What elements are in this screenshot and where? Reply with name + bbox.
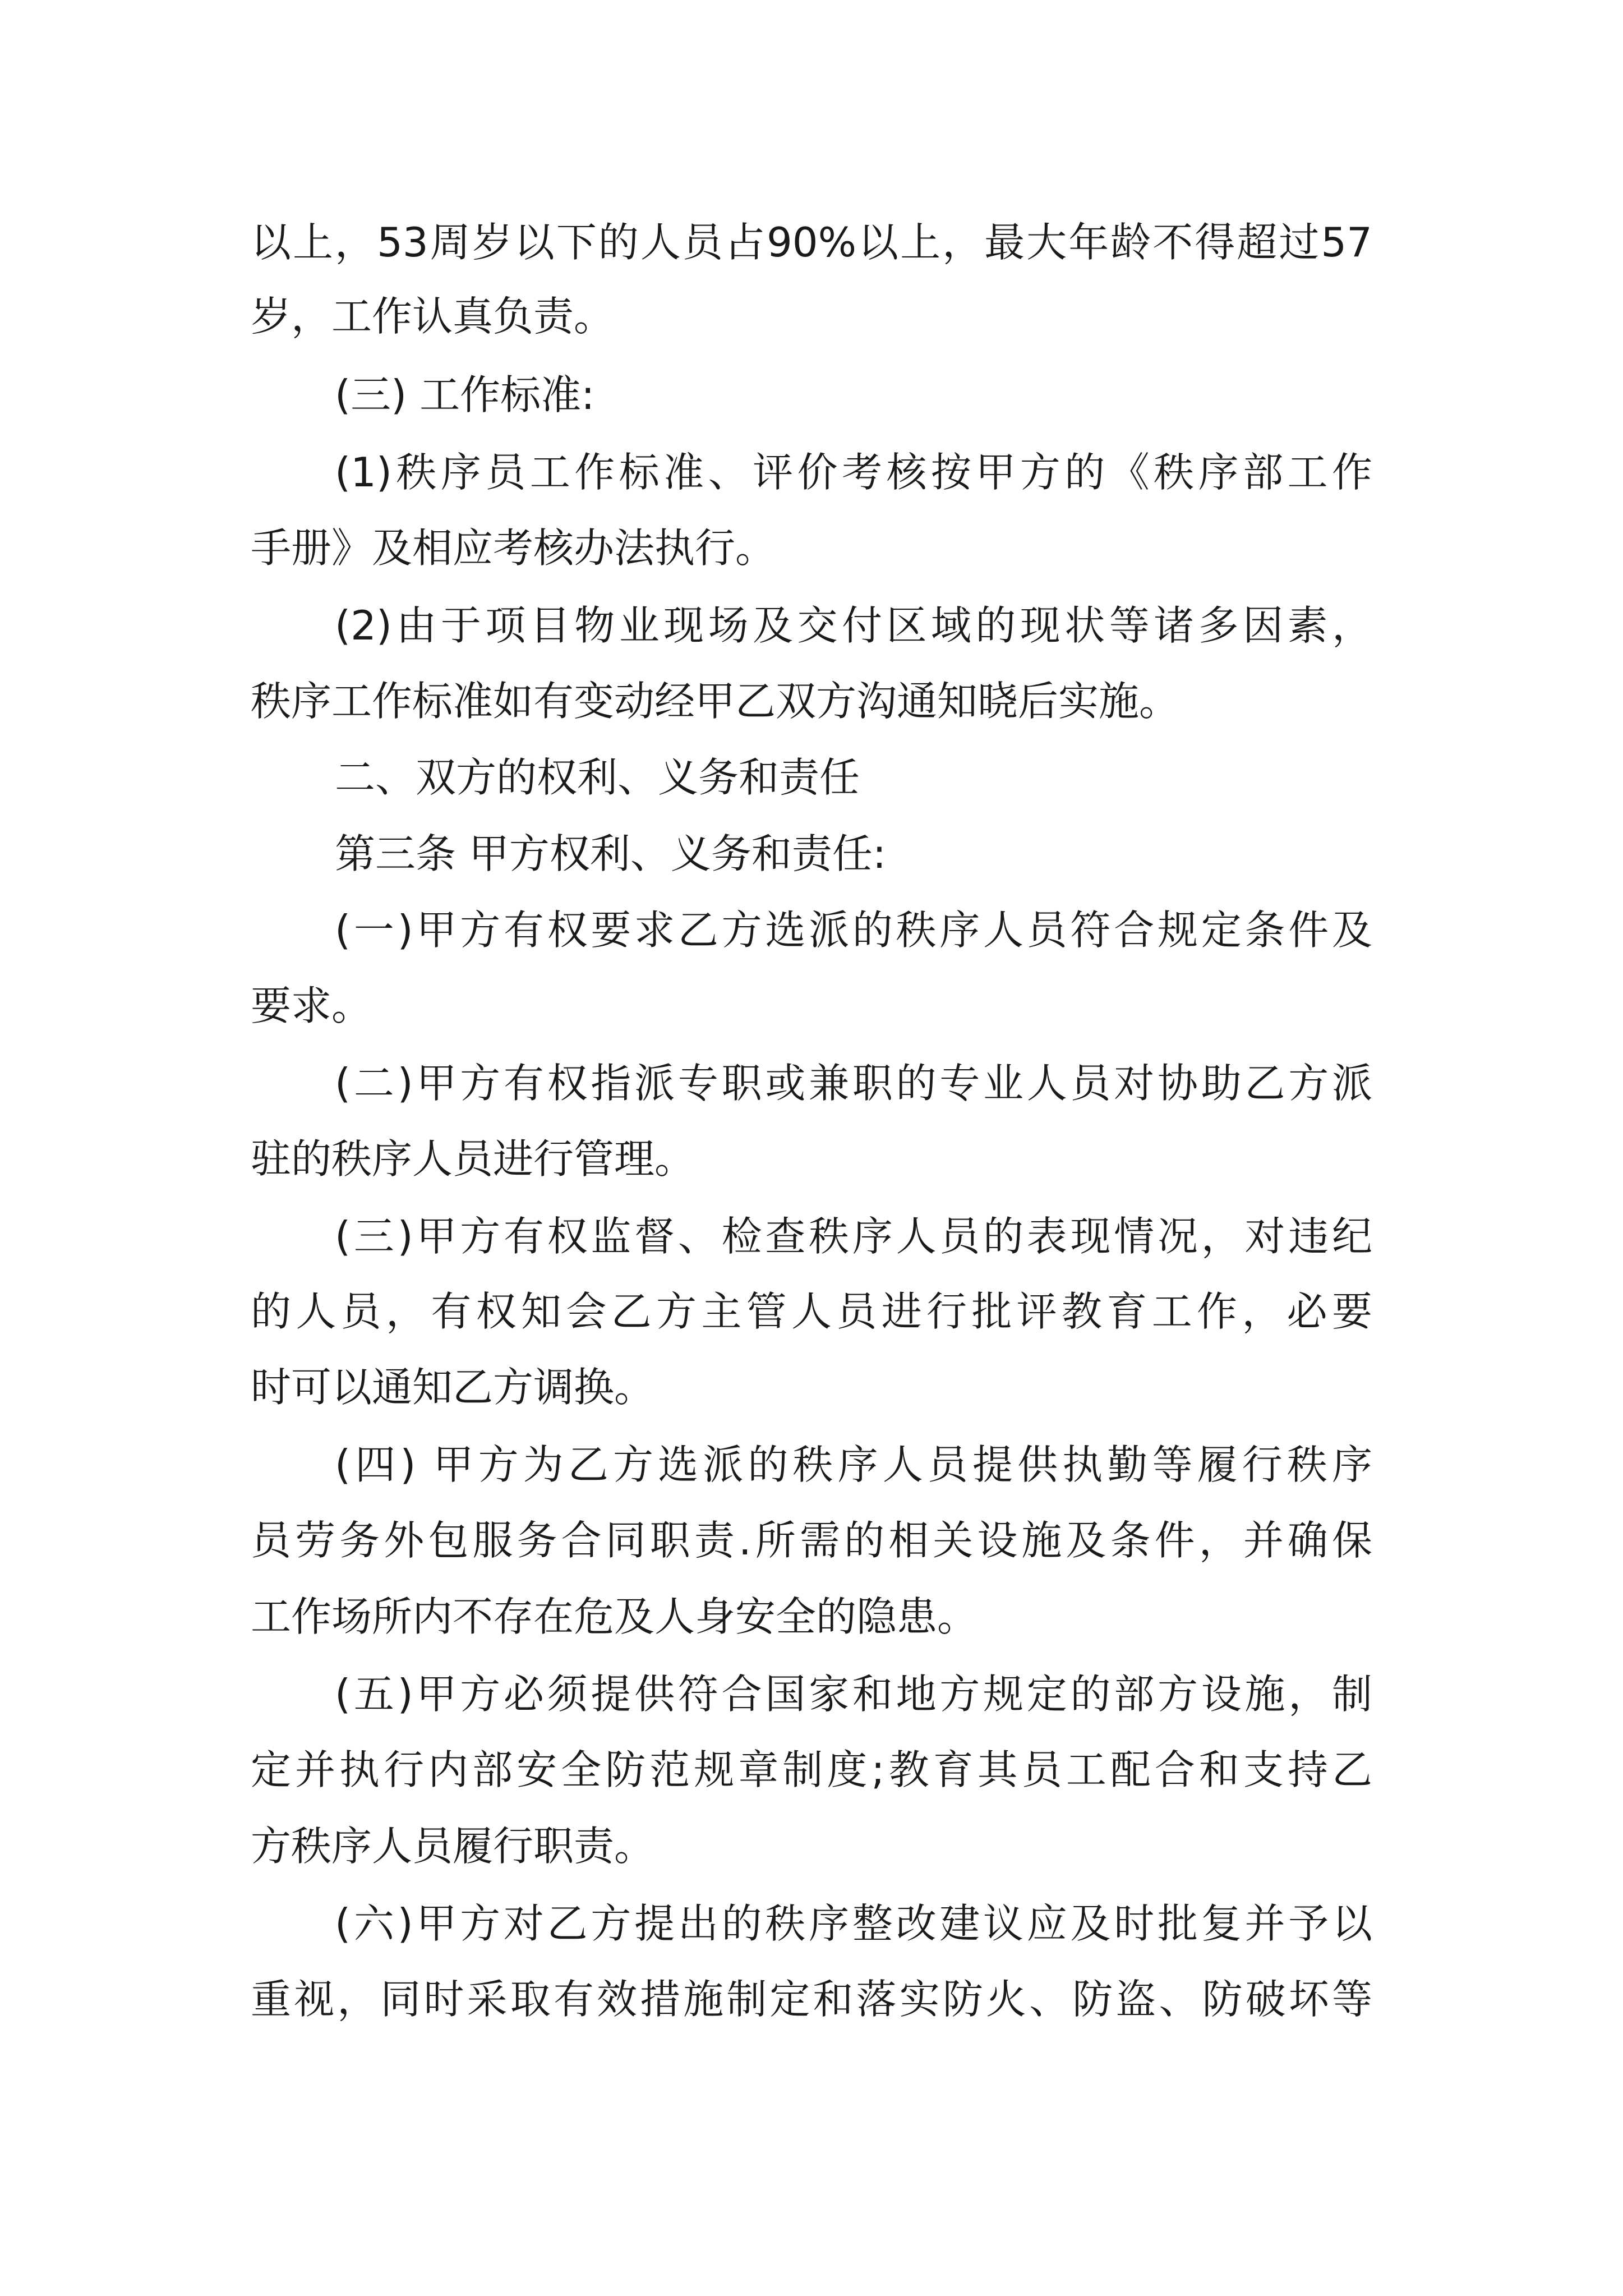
text-line: (1)秩序员工作标准、评价考核按甲方的《秩序部工作 [335, 449, 1372, 496]
text-line: (2)由于项目物业现场及交付区域的现状等诸多因素， [335, 602, 1372, 649]
text-line: (五)甲方必须提供符合国家和地方规定的部方设施，制 [335, 1671, 1372, 1718]
text-line: 以上，53周岁以下的人员占90%以上，最大年龄不得超过57 [251, 219, 1372, 266]
text-line: (六)甲方对乙方提出的秩序整改建议应及时批复并予以 [335, 1900, 1372, 1947]
text-line: (三)甲方有权监督、检查秩序人员的表现情况，对违纪 [335, 1213, 1372, 1260]
text-line: (四) 甲方为乙方选派的秩序人员提供执勤等履行秩序 [335, 1441, 1372, 1488]
text-line: 秩序工作标准如有变动经甲乙双方沟通知晓后实施。 [251, 678, 1180, 725]
text-line: 的人员，有权知会乙方主管人员进行批评教育工作，必要 [251, 1288, 1372, 1335]
article-heading: 第三条 甲方权利、义务和责任: [335, 830, 887, 877]
text-line: 工作场所内不存在危及人身安全的隐患。 [251, 1593, 978, 1640]
section-heading: 二、双方的权利、义务和责任 [335, 754, 860, 801]
text-line: (一)甲方有权要求乙方选派的秩序人员符合规定条件及 [335, 907, 1372, 954]
text-line: (二)甲方有权指派专职或兼职的专业人员对协助乙方派 [335, 1060, 1372, 1107]
section-heading: (三) 工作标准: [335, 371, 595, 418]
text-line: 时可以通知乙方调换。 [251, 1364, 655, 1411]
text-line: 员劳务外包服务合同职责.所需的相关设施及条件，并确保 [251, 1517, 1372, 1564]
text-line: 要求。 [251, 982, 372, 1029]
text-line: 驻的秩序人员进行管理。 [251, 1135, 695, 1182]
text-line: 定并执行内部安全防范规章制度;教育其员工配合和支持乙 [251, 1746, 1372, 1793]
text-line: 手册》及相应考核办法执行。 [251, 524, 776, 572]
text-line: 方秩序人员履行职责。 [251, 1823, 655, 1870]
text-line: 重视，同时采取有效措施制定和落实防火、防盗、防破坏等 [251, 1976, 1372, 2023]
text-line: 岁，工作认真负责。 [251, 293, 615, 340]
